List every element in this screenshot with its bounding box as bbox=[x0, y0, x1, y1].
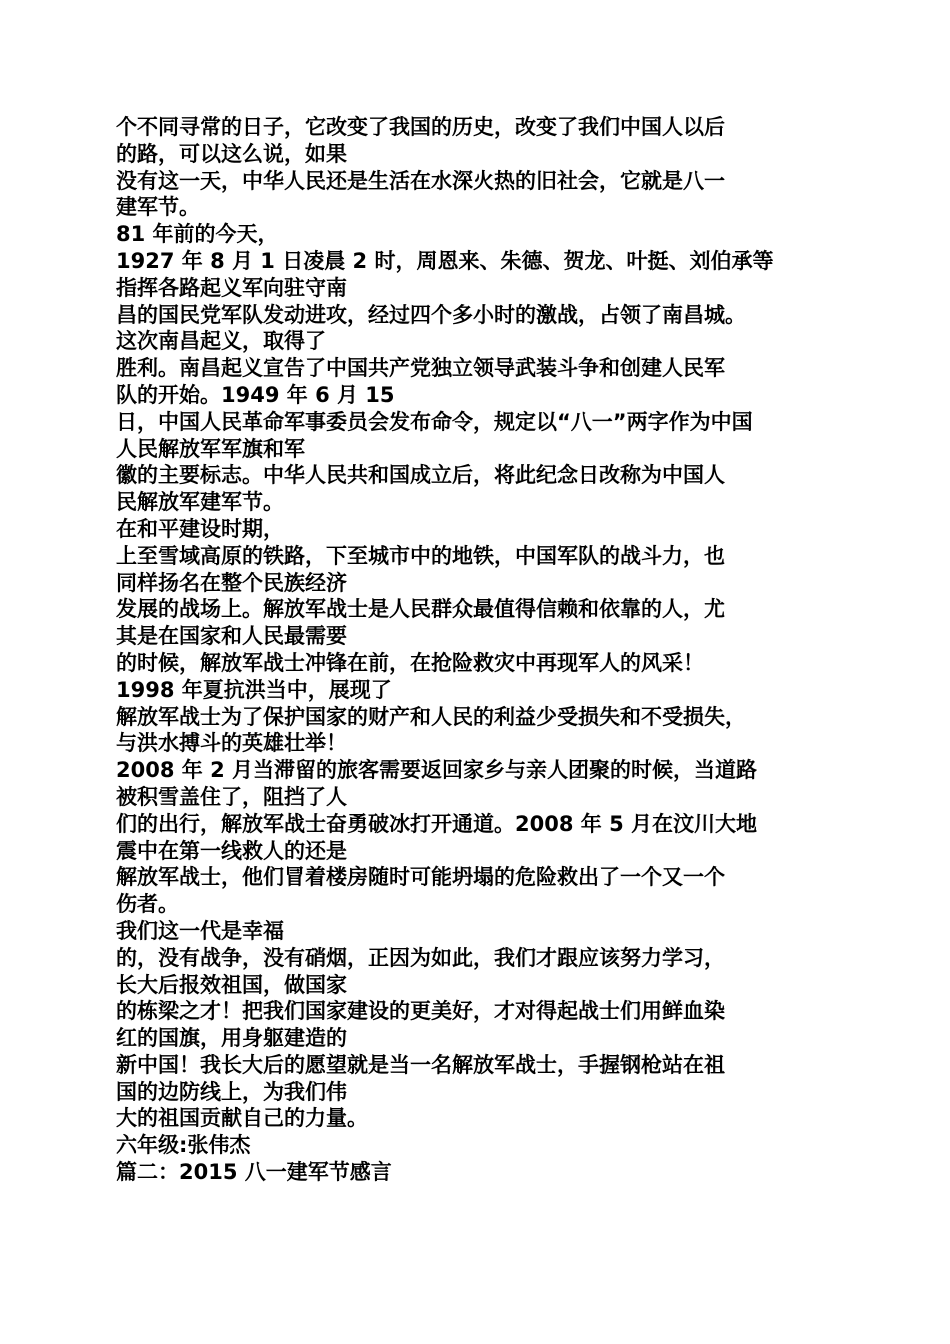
text-line: 新中国！我长大后的愿望就是当一名解放军战士，手握钢枪站在祖 bbox=[116, 1052, 725, 1077]
text-line: 发展的战场上。解放军战士是人民群众最值得信赖和依靠的人，尤 bbox=[116, 597, 725, 622]
text-line: 这次南昌起义，取得了 bbox=[116, 329, 326, 354]
text-line: 1927 年 8 月 1 日凌晨 2 时，周恩来、朱德、贺龙、叶挺、刘伯承等 bbox=[116, 248, 774, 273]
text-line: 在和平建设时期， bbox=[116, 516, 284, 541]
text-line: 日，中国人民革命军事委员会发布命令，规定以“八一”两字作为中国 bbox=[116, 409, 753, 434]
text-line: 没有这一天，中华人民还是生活在水深火热的旧社会，它就是八一 bbox=[116, 168, 725, 193]
text-line: 长大后报效祖国，做国家 bbox=[116, 972, 347, 997]
text-line: 国的边防线上，为我们伟 bbox=[116, 1079, 347, 1104]
text-line: 其是在国家和人民最需要 bbox=[116, 624, 347, 649]
text-line: 被积雪盖住了，阻挡了人 bbox=[116, 784, 347, 809]
text-line: 胜利。南昌起义宣告了中国共产党独立领导武装斗争和创建人民军 bbox=[116, 356, 725, 381]
text-line: 个不同寻常的日子，它改变了我国的历史，改变了我们中国人以后 bbox=[116, 115, 725, 139]
text-line: 民解放军建军节。 bbox=[116, 490, 284, 515]
text-line: 们的出行，解放军战士奋勇破冰打开通道。2008 年 5 月在汶川大地 bbox=[116, 811, 757, 836]
text-line: 伤者。 bbox=[116, 892, 179, 917]
text-line: 1998 年夏抗洪当中，展现了 bbox=[116, 677, 392, 702]
section-heading: 篇二：2015 八一建军节感言 bbox=[116, 1160, 392, 1185]
text-line: 人民解放军军旗和军 bbox=[116, 436, 305, 461]
text-line: 震中在第一线救人的还是 bbox=[116, 838, 347, 863]
text-line: 队的开始。1949 年 6 月 15 bbox=[116, 382, 395, 407]
text-line: 2008 年 2 月当滞留的旅客需要返回家乡与亲人团聚的时候，当道路 bbox=[116, 758, 757, 783]
text-line: 大的祖国贡献自己的力量。 bbox=[116, 1106, 368, 1131]
text-line: 的路，可以这么说，如果 bbox=[116, 141, 347, 166]
text-line: 建军节。 bbox=[116, 195, 200, 220]
article-body bbox=[116, 114, 836, 1186]
text-line: 的时候，解放军战士冲锋在前，在抢险救灾中再现军人的风采！ bbox=[116, 650, 704, 675]
text-line: 解放军战士，他们冒着楼房随时可能坍塌的危险救出了一个又一个 bbox=[116, 865, 725, 890]
text-line: 同样扬名在整个民族经济 bbox=[116, 570, 347, 595]
text-line: 解放军战士为了保护国家的财产和人民的利益少受损失和不受损失， bbox=[116, 704, 746, 729]
signature-line: 六年级:张伟杰 bbox=[116, 1133, 251, 1158]
text-line: 红的国旗，用身躯建造的 bbox=[116, 1026, 347, 1051]
text-line: 徽的主要标志。中华人民共和国成立后，将此纪念日改称为中国人 bbox=[116, 463, 725, 488]
text-line: 的栋梁之才！把我们国家建设的更美好，才对得起战士们用鲜血染 bbox=[116, 999, 725, 1024]
text-line: 与洪水搏斗的英雄壮举！ bbox=[116, 731, 347, 756]
text-line: 我们这一代是幸福 bbox=[116, 918, 284, 943]
text-line: 昌的国民党军队发动进攻，经过四个多小时的激战，占领了南昌城。 bbox=[116, 302, 746, 327]
text-line: 上至雪域高原的铁路，下至城市中的地铁，中国军队的战斗力，也 bbox=[116, 543, 725, 568]
text-line: 81 年前的今天， bbox=[116, 222, 279, 247]
text-line: 指挥各路起义军向驻守南 bbox=[116, 275, 347, 300]
text-line: 的，没有战争，没有硝烟，正因为如此，我们才跟应该努力学习， bbox=[116, 945, 725, 970]
